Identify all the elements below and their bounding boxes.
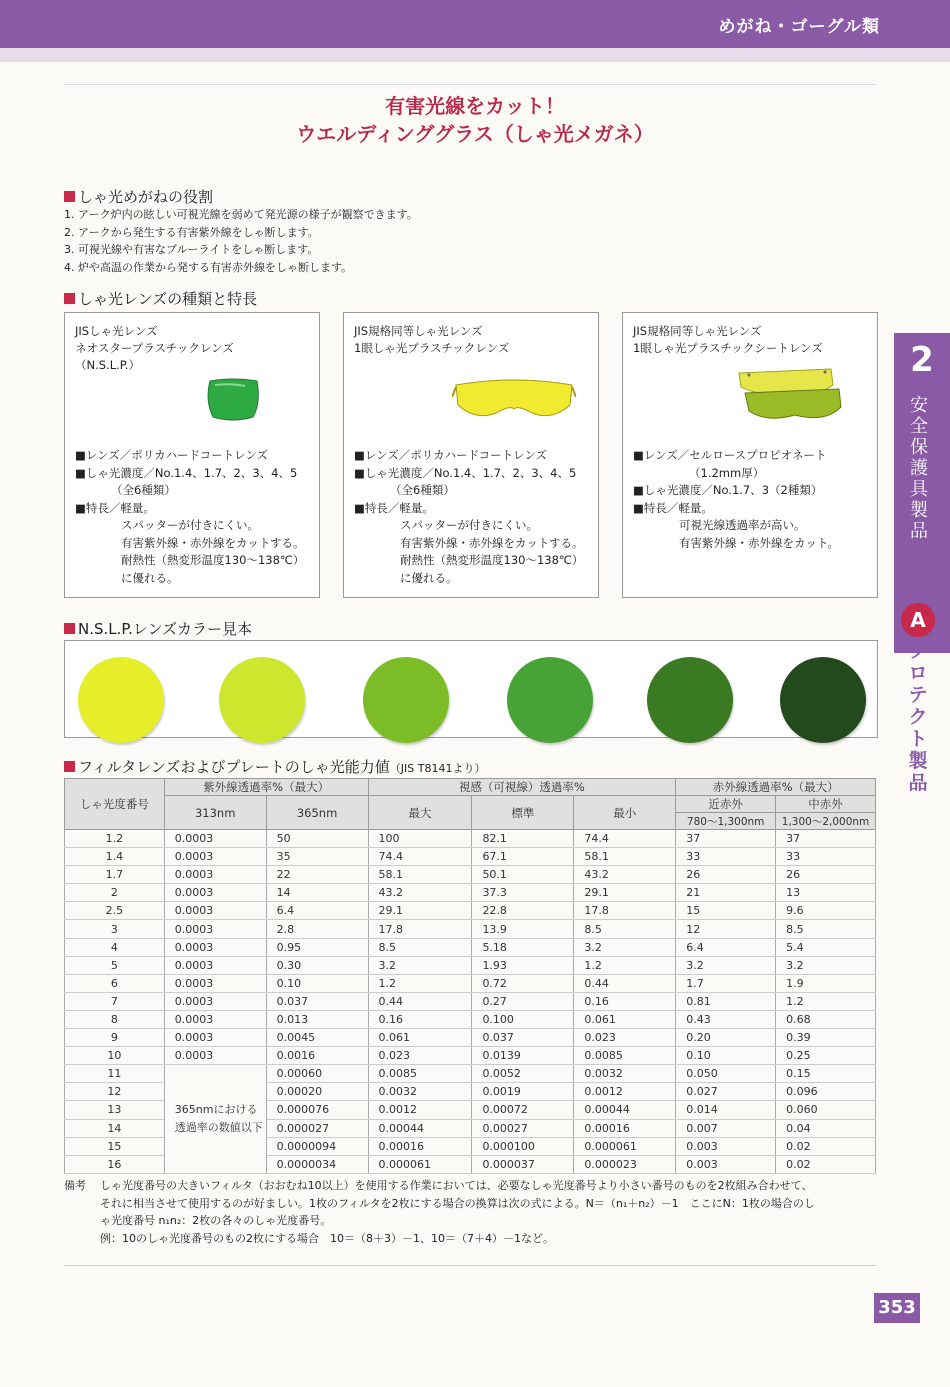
table-row (65, 902, 876, 920)
headline-1: 有害光線をカット！ (385, 94, 565, 118)
table-cell: 0.00027 (472, 1119, 574, 1137)
table-cell: 0.061 (574, 1010, 676, 1028)
table-cell: 0.00044 (574, 1101, 676, 1119)
table-cell: 0.0003 (164, 848, 266, 866)
table-cell: 1.7 (676, 974, 776, 992)
table-cell: 74.4 (574, 830, 676, 848)
table-cell: 0.0003 (164, 884, 266, 902)
table-cell: 0.023 (574, 1029, 676, 1047)
color-swatch (647, 657, 733, 743)
col-near-ir-range: 780～1,300nm (676, 813, 776, 830)
col-shade-number: しゃ光度番号 (65, 779, 165, 830)
table-cell: 0.10 (266, 974, 368, 992)
table-row (65, 920, 876, 938)
table-cell: 0.000027 (266, 1119, 368, 1137)
table-cell: 0.20 (676, 1029, 776, 1047)
remarks-line: しゃ光度番号の大きいフィルタ（おおむね10以上）を使用する作業においては、必要なしゃ光度番号より小さい番号のものを2枚組み合わせて、 (100, 1179, 813, 1192)
side-badge: A (901, 603, 935, 637)
table-cell: 0.44 (368, 992, 472, 1010)
table-cell: 0.0003 (164, 956, 266, 974)
table-cell: 0.0019 (472, 1083, 574, 1101)
table-row (65, 1065, 876, 1083)
shade-number-cell: 1.7 (65, 866, 165, 884)
table-cell: 0.0016 (266, 1047, 368, 1065)
table-row (65, 830, 876, 848)
table-cell: 0.014 (676, 1101, 776, 1119)
headline-2: ウエルディンググラス（しゃ光メガネ） (296, 122, 654, 146)
section-lens-title: しゃ光レンズの種類と特長 (64, 288, 257, 309)
table-row (65, 956, 876, 974)
table-cell: 0.00044 (368, 1119, 472, 1137)
table-cell: 1.2 (574, 956, 676, 974)
lens-card-title: JIS規格同等しゃ光レンズ 1眼しゃ光プラスチックレンズ (354, 324, 510, 355)
table-cell: 0.027 (676, 1083, 776, 1101)
table-cell: 0.0003 (164, 902, 266, 920)
shade-number-cell: 10 (65, 1047, 165, 1065)
shade-number-cell: 2.5 (65, 902, 165, 920)
table-row (65, 992, 876, 1010)
table-cell: 26 (676, 866, 776, 884)
table-row (65, 938, 876, 956)
shade-number-cell: 5 (65, 956, 165, 974)
table-cell: 5.4 (776, 938, 876, 956)
table-cell: 9.6 (776, 902, 876, 920)
table-cell: 0.0003 (164, 992, 266, 1010)
table-cell: 0.43 (676, 1010, 776, 1028)
table-cell: 0.000037 (472, 1155, 574, 1173)
shade-number-cell: 14 (65, 1119, 165, 1137)
table-cell: 0.000100 (472, 1137, 574, 1155)
color-swatch (78, 657, 164, 743)
table-cell: 0.00016 (368, 1137, 472, 1155)
table-cell: 37 (676, 830, 776, 848)
table-cell: 0.0003 (164, 1029, 266, 1047)
note-365-cell: 365nmにおける透過率の数値以下 (164, 1065, 266, 1174)
table-cell: 50 (266, 830, 368, 848)
table-cell: 33 (776, 848, 876, 866)
table-row (65, 884, 876, 902)
table-cell: 8.5 (574, 920, 676, 938)
shade-number-cell: 9 (65, 1029, 165, 1047)
side-tab-number: 2 (910, 340, 934, 380)
table-cell: 43.2 (368, 884, 472, 902)
table-cell: 0.0003 (164, 938, 266, 956)
table-cell: 67.1 (472, 848, 574, 866)
table-cell: 3.2 (574, 938, 676, 956)
roles-item: 4. 炉や高温の作業から発する有害赤外線をしゃ断します。 (64, 260, 353, 274)
col-mid-ir: 中赤外 (776, 796, 876, 813)
shade-number-cell: 3 (65, 920, 165, 938)
table-cell: 12 (676, 920, 776, 938)
section-roles-title: しゃ光めがねの役割 (64, 186, 213, 207)
table-row (65, 1029, 876, 1047)
table-cell: 0.096 (776, 1083, 876, 1101)
group-uv: 紫外線透過率%（最大） (164, 779, 368, 796)
table-cell: 0.04 (776, 1119, 876, 1137)
table-cell: 0.0052 (472, 1065, 574, 1083)
table-cell: 5.18 (472, 938, 574, 956)
table-cell: 14 (266, 884, 368, 902)
table-cell: 58.1 (368, 866, 472, 884)
table-cell: 21 (676, 884, 776, 902)
table-cell: 0.0003 (164, 920, 266, 938)
table-cell: 15 (676, 902, 776, 920)
table-row (65, 866, 876, 884)
table-cell: 0.72 (472, 974, 574, 992)
table-cell: 22 (266, 866, 368, 884)
table-cell: 0.0012 (368, 1101, 472, 1119)
bottom-divider (64, 1265, 876, 1266)
table-cell: 0.0032 (368, 1083, 472, 1101)
shade-number-cell: 4 (65, 938, 165, 956)
bullet-square-icon (64, 761, 75, 772)
col-365nm: 365nm (266, 796, 368, 830)
page-number: 353 (874, 1293, 920, 1323)
table-row (65, 1047, 876, 1065)
remarks-line: それに相当させて使用するのが好ましい。1枚のフィルタを2枚にする場合の換算は次の式による。N＝（n₁＋n₂）－1 ここにN：1枚の場合のし (100, 1196, 815, 1210)
table-cell: 0.0085 (574, 1047, 676, 1065)
shade-number-cell: 2 (65, 884, 165, 902)
color-swatch (780, 657, 866, 743)
table-cell: 3.2 (368, 956, 472, 974)
table-cell: 0.00016 (574, 1119, 676, 1137)
remarks-label: 備考 (64, 1179, 86, 1192)
table-cell: 0.27 (472, 992, 574, 1010)
table-cell: 13.9 (472, 920, 574, 938)
table-cell: 0.000023 (574, 1155, 676, 1173)
table-cell: 0.0000094 (266, 1137, 368, 1155)
shade-number-cell: 7 (65, 992, 165, 1010)
table-cell: 17.8 (574, 902, 676, 920)
table-cell: 82.1 (472, 830, 574, 848)
table-cell: 0.0032 (574, 1065, 676, 1083)
side-tab-label: 安全保護具製品 (910, 395, 928, 542)
shade-number-cell: 8 (65, 1010, 165, 1028)
section-table-title: フィルタレンズおよびプレートのしゃ光能力値（JIS T8141より） (64, 756, 485, 777)
table-cell: 3.2 (776, 956, 876, 974)
table-cell: 0.00060 (266, 1065, 368, 1083)
col-313nm: 313nm (164, 796, 266, 830)
table-cell: 0.00072 (472, 1101, 574, 1119)
table-cell: 0.000076 (266, 1101, 368, 1119)
table-cell: 6.4 (676, 938, 776, 956)
table-cell: 0.023 (368, 1047, 472, 1065)
table-cell: 0.037 (266, 992, 368, 1010)
table-cell: 1.2 (368, 974, 472, 992)
col-near-ir: 近赤外 (676, 796, 776, 813)
shade-number-cell: 1.4 (65, 848, 165, 866)
lens-card-sheet (622, 312, 878, 598)
table-cell: 0.003 (676, 1137, 776, 1155)
header-subbar (0, 48, 950, 62)
group-visible: 視感（可視線）透過率% (368, 779, 676, 796)
table-row (65, 848, 876, 866)
shade-number-cell: 16 (65, 1155, 165, 1173)
color-swatch (507, 657, 593, 743)
table-cell: 29.1 (368, 902, 472, 920)
table-cell: 50.1 (472, 866, 574, 884)
table-cell: 35 (266, 848, 368, 866)
table-cell: 37 (776, 830, 876, 848)
table-cell: 0.007 (676, 1119, 776, 1137)
table-cell: 1.93 (472, 956, 574, 974)
table-cell: 33 (676, 848, 776, 866)
lens-card-specs: ■レンズ／ポリカハードコートレンズ ■しゃ光濃度／No.1.4、1.7、2、3、4、5 （全6種類） ■特長／軽量。 スパッターが付きにくい。 有害紫外線・赤外線をカットする。 耐熱性（熱変形温度130～138℃） に優れる。 (354, 448, 584, 585)
table-cell: 100 (368, 830, 472, 848)
table-cell: 0.000061 (574, 1137, 676, 1155)
table-cell: 0.050 (676, 1065, 776, 1083)
table-cell: 0.02 (776, 1137, 876, 1155)
shade-number-cell: 15 (65, 1137, 165, 1155)
lens-card-specs: ■レンズ／セルロースプロピオネート （1.2mm厚） ■しゃ光濃度／No.1.7、3（2種類） ■特長／軽量。 可視光線透過率が高い。 有害紫外線・赤外線をカット。 (633, 448, 839, 550)
table-cell: 74.4 (368, 848, 472, 866)
table-cell: 58.1 (574, 848, 676, 866)
roles-item: 1. アーク炉内の眩しい可視光線を弱めて発光源の様子が観察できます。 (64, 208, 418, 221)
roles-item: 2. アークから発生する有害紫外線をしゃ断します。 (64, 225, 319, 239)
table-cell: 37.3 (472, 884, 574, 902)
table-cell: 0.100 (472, 1010, 574, 1028)
side-label-protect: プロテクト製品 (908, 640, 928, 794)
col-standard: 標準 (472, 796, 574, 830)
yellow-glasses-image (452, 375, 576, 431)
table-cell: 3.2 (676, 956, 776, 974)
lens-card-specs: ■レンズ／ポリカハードコートレンズ ■しゃ光濃度／No.1.4、1.7、2、3、4、5 （全6種類） ■特長／軽量。 スパッターが付きにくい。 有害紫外線・赤外線をカットする。 耐熱性（熱変形温度130～138℃） に優れる。 (75, 448, 305, 585)
table-cell: 0.02 (776, 1155, 876, 1173)
shade-number-cell: 6 (65, 974, 165, 992)
table-cell: 0.81 (676, 992, 776, 1010)
table-cell: 0.0139 (472, 1047, 574, 1065)
group-ir: 赤外線透過率%（最大） (676, 779, 876, 796)
table-cell: 1.2 (776, 992, 876, 1010)
table-cell: 2.8 (266, 920, 368, 938)
table-cell: 29.1 (574, 884, 676, 902)
shade-number-cell: 1.2 (65, 830, 165, 848)
color-swatch (363, 657, 449, 743)
table-cell: 26 (776, 866, 876, 884)
table-cell: 0.000061 (368, 1155, 472, 1173)
table-cell: 0.0045 (266, 1029, 368, 1047)
table-cell: 0.0003 (164, 866, 266, 884)
table-cell: 0.061 (368, 1029, 472, 1047)
col-mid-ir-range: 1,300～2,000nm (776, 813, 876, 830)
shade-number-cell: 12 (65, 1083, 165, 1101)
lens-card-single-plastic (343, 312, 599, 598)
shade-number-cell: 11 (65, 1065, 165, 1083)
sheet-lens-image (735, 367, 843, 439)
roles-item: 3. 可視光線や有害なブルーライトをしゃ断します。 (64, 243, 319, 256)
bullet-square-icon (64, 191, 75, 202)
lens-card-title: JIS規格同等しゃ光レンズ 1眼しゃ光プラスチックシートレンズ (633, 324, 823, 355)
remarks (64, 1177, 884, 1247)
table-cell: 0.68 (776, 1010, 876, 1028)
swatch-panel (64, 640, 878, 738)
table-cell: 0.0012 (574, 1083, 676, 1101)
table-cell: 0.060 (776, 1101, 876, 1119)
table-row (65, 1010, 876, 1028)
remarks-line: 例：10のしゃ光度番号のもの2枚にする場合 10＝（8＋3）－1、10＝（7＋4）－1など。 (100, 1231, 554, 1245)
col-min: 最小 (574, 796, 676, 830)
table-cell: 22.8 (472, 902, 574, 920)
table-cell: 0.44 (574, 974, 676, 992)
table-cell: 0.0085 (368, 1065, 472, 1083)
green-lens-image (205, 377, 261, 423)
table-cell: 0.15 (776, 1065, 876, 1083)
shade-number-cell: 13 (65, 1101, 165, 1119)
table-cell: 0.0003 (164, 830, 266, 848)
table-cell: 0.013 (266, 1010, 368, 1028)
table-cell: 1.9 (776, 974, 876, 992)
col-max: 最大 (368, 796, 472, 830)
roles-list (64, 206, 418, 276)
remarks-line: ゃ光度番号 n₁n₂：2枚の各々のしゃ光度番号。 (100, 1214, 332, 1227)
table-cell: 0.39 (776, 1029, 876, 1047)
table-row (65, 974, 876, 992)
section-swatch-title: N.S.L.P.レンズカラー見本 (64, 618, 252, 639)
table-cell: 17.8 (368, 920, 472, 938)
table-cell: 0.0003 (164, 1047, 266, 1065)
table-cell: 8.5 (368, 938, 472, 956)
table-cell: 0.003 (676, 1155, 776, 1173)
table-cell: 0.00020 (266, 1083, 368, 1101)
lens-card-nslp (64, 312, 320, 598)
table-cell: 13 (776, 884, 876, 902)
table-cell: 0.0003 (164, 1010, 266, 1028)
table-cell: 0.16 (574, 992, 676, 1010)
table-cell: 0.037 (472, 1029, 574, 1047)
lens-card-title: JISしゃ光レンズ ネオスタープラスチックレンズ （N.S.L.P.） (75, 324, 234, 372)
filter-table (64, 778, 876, 1174)
table-cell: 0.16 (368, 1010, 472, 1028)
category-title: めがね・ゴーグル類 (718, 17, 880, 37)
color-swatch (219, 657, 305, 743)
table-cell: 0.30 (266, 956, 368, 974)
table-cell: 0.95 (266, 938, 368, 956)
table-cell: 8.5 (776, 920, 876, 938)
header-bar (0, 0, 950, 48)
bullet-square-icon (64, 623, 75, 634)
bullet-square-icon (64, 293, 75, 304)
table-cell: 0.0003 (164, 974, 266, 992)
table-cell: 0.25 (776, 1047, 876, 1065)
table-cell: 6.4 (266, 902, 368, 920)
table-cell: 0.0000034 (266, 1155, 368, 1173)
table-cell: 43.2 (574, 866, 676, 884)
table-cell: 0.10 (676, 1047, 776, 1065)
